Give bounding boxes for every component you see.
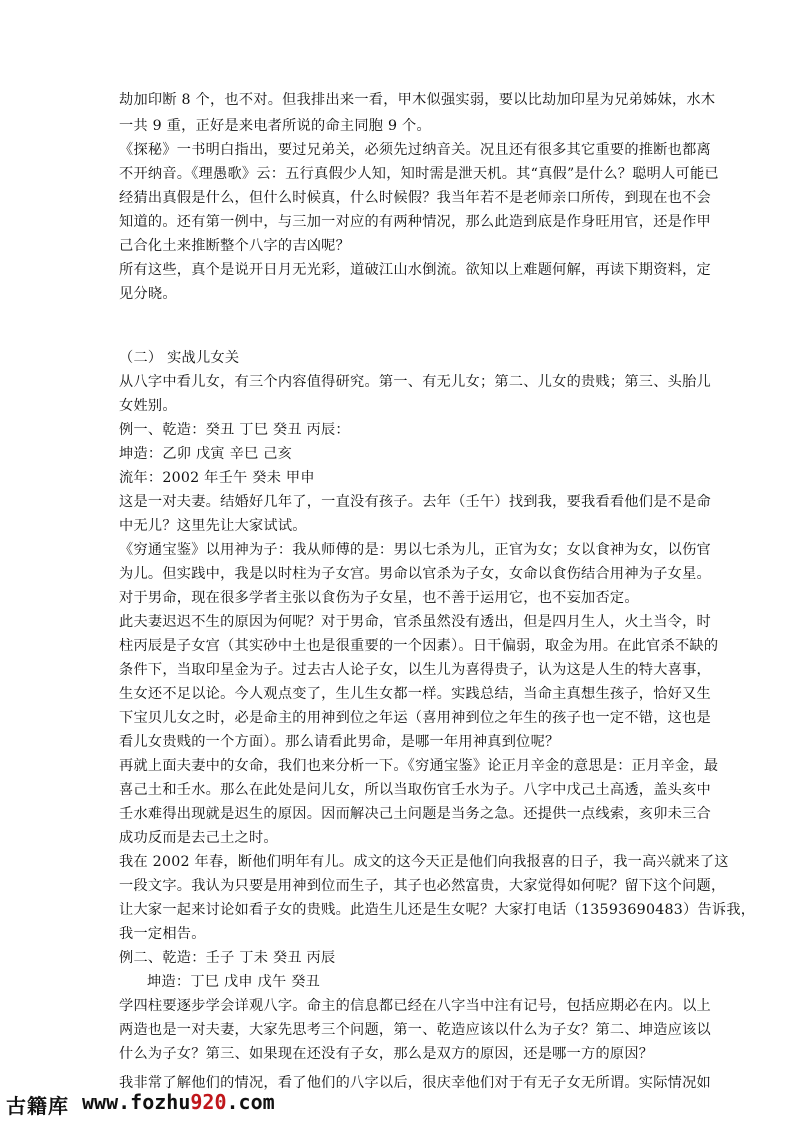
text-line: 我在 2002 年春，断他们明年有儿。成文的这今天正是他们向我报喜的日子，我一高兴就来了这 [119,854,729,870]
text-line: 《探秘》一书明白指出，要过兄弟关，必须先过纳音关。况且还有很多其它重要的推断也都离 [119,142,711,158]
text-line: 生女还不足以论。今人观点变了，生儿生女都一样。实践总结，当命主真想生孩子，恰好又生 [119,686,711,702]
text-line: 学四柱要逐步学会详观八字。命主的信息都已经在八字当中注有记号，包括应期必在内。以上 [119,998,711,1014]
text-line: 劫加印断 8 个，也不对。但我排出来一看，甲木似强实弱，要以比劫加印星为兄弟姊妹，水木 [119,92,716,108]
text-line: 例二、乾造：壬子 丁未 癸丑 丙辰 [119,950,336,966]
brand-logo-text: 古籍库 [6,1094,69,1118]
text-line: 下宝贝儿女之时，必是命主的用神到位之年运（喜用神到位之年生的孩子也一定不错，这也是 [119,710,711,726]
text-line: 女姓别。 [119,398,177,414]
text-line: 壬水难得出现就是迟生的原因。因而解决己土问题是当务之急。还提供一点线索，亥卯未三合 [119,806,711,822]
text-line: 己合化土来推断整个八字的吉凶呢？ [119,238,351,254]
text-line: 我非常了解他们的情况，看了他们的八字以后，很庆幸他们对于有无子女无所谓。实际情况如 [119,1075,711,1091]
text-line: 此夫妻迟迟不生的原因为何呢？对于男命，官杀虽然没有透出，但是四月生人，火土当令，时 [119,614,711,630]
text-line: 成功反而是去己土之时。 [119,830,278,846]
text-line: 为儿。但实践中，我是以时柱为子女宫。男命以官杀为子女，女命以食伤结合用神为子女星。 [119,566,711,582]
site-url-number: 920 [190,1090,227,1114]
text-line: 《穷通宝鉴》以用神为子：我从师傅的是：男以七杀为儿，正官为女；女以食神为女，以伤官 [119,542,711,558]
text-line: 对于男命，现在很多学者主张以食伤为子女星，也不善于运用它，也不妄加否定。 [119,590,639,606]
text-line: 这是一对夫妻。结婚好几年了，一直没有孩子。去年（壬午）找到我，要我看看他们是不是命 [119,494,711,510]
text-line: 坤造：丁巳 戊申 戊午 癸丑 [147,974,321,990]
section-heading: （二） 实战儿女关 [119,350,240,366]
text-line: 两造也是一对夫妻，大家先思考三个问题，第一、乾造应该以什么为子女？第二、坤造应该以 [119,1022,711,1038]
text-line: 知道的。还有第一例中，与三加一对应的有两种情况，那么此造到底是作身旺用官，还是作甲 [119,214,711,230]
text-line: 一段文字。我认为只要是用神到位而生子，其子也必然富贵，大家觉得如何呢？留下这个问题， [119,878,726,894]
text-line: 喜己土和壬水。那么在此处是问儿女，所以当取伤官壬水为子。八字中戊己土高透，盖头亥中 [119,782,711,798]
text-line: 让大家一起来讨论如看子女的贵贱。此造生儿还是生女呢？大家打电话（13593690483）告诉我， [119,902,756,918]
text-line: 看儿女贵贱的一个方面）。那么请看此男命，是哪一年用神真到位呢？ [119,734,560,750]
text-line: 所有这些，真个是说开日月无光彩，道破江山水倒流。欲知以上难题何解，再读下期资料，定 [119,262,711,278]
text-line: 流年：2002 年壬午 癸未 甲申 [119,470,315,486]
text-line: 中无儿？这里先让大家试试。 [119,518,307,534]
text-line: 再就上面夫妻中的女命，我们也来分析一下。《穷通宝鉴》论正月辛金的意思是：正月辛金，最 [119,758,719,774]
text-line: 从八字中看儿女，有三个内容值得研究。第一、有无儿女；第二、儿女的贵贱；第三、头胎儿 [119,374,711,390]
text-line: 我一定相告。 [119,926,206,942]
text-line: 经猜出真假是什么，但什么时候真，什么时候假？我当年若不是老师亲口所传，到现在也不会 [119,190,711,206]
text-line: 见分晓。 [119,286,177,302]
site-url: www.fozhu920.com [82,1090,275,1114]
text-line: 例一、乾造：癸丑 丁巳 癸丑 丙辰： [119,422,350,438]
text-line: 柱丙辰是子女宫（其实砂中土也是很重要的一个因素）。日干偏弱，取金为用。在此官杀不缺的 [119,638,719,654]
text-line: 一共 9 重，正好是来电者所说的命主同胞 9 个。 [119,118,431,134]
text-line: 条件下，当取印星金为子。过去古人论子女，以生儿为喜得贵子，认为这是人生的特大喜事， [119,662,711,678]
text-line: 坤造：乙卯 戊寅 辛巳 己亥 [119,446,293,462]
text-line: 什么为子女？第三、如果现在还没有子女，那么是双方的原因，还是哪一方的原因？ [119,1046,654,1062]
watermark-footer [0,1062,793,1122]
text-line: 不开纳音。《理愚歌》云：五行真假少人知，知时需是泄天机。其“真假”是什么？聪明人可能已 [119,166,719,182]
